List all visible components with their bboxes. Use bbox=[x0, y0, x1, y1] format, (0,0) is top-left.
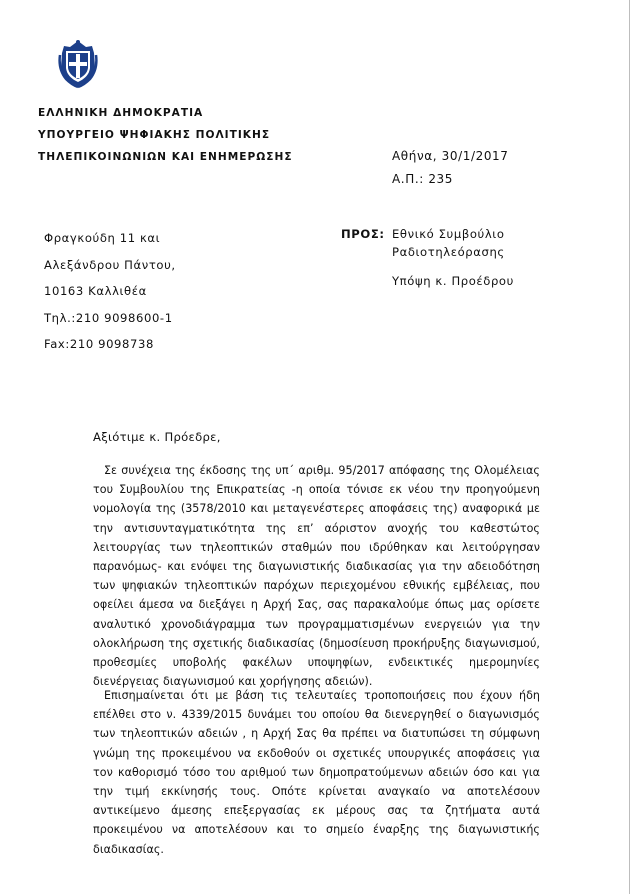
authority-line: ΕΛΛΗΝΙΚΗ ΔΗΜΟΚΡΑΤΙΑ bbox=[38, 107, 204, 119]
recipient-block bbox=[392, 225, 514, 290]
address-line: Αλεξάνδρου Πάντου, bbox=[44, 257, 176, 272]
fax-line: Fax:210 9098738 bbox=[44, 337, 154, 351]
phone-line: Τηλ.:210 9098600-1 bbox=[44, 310, 173, 325]
address-line: Φραγκούδη 11 και bbox=[44, 231, 161, 245]
body-paragraph: Επισημαίνεται ότι με βάση τις τελευταίες τροποποιήσεις που έχουν ήδη επέλθει στο ν. 4339/2015 δυνάμει του οποίου θα διενεργηθεί ο διαγωνισμός των τηλεοπτικών αδειών , η Αρχή Σας θα πρέπει να διατυπώσει τη σύμφωνη γνώμη της προκειμένου να εκδοθούν οι σχετικές υπουργικές αποφάσεις για τον καθορισμό τόσο του αριθμού των δημοπρατούμενων αδειών όσο και για την τιμή εκκίνησής τους. Οπότε κρίνεται αναγκαίο να αποτελέσουν αντικείμενο άμεσης επεξεργασίας εκ μέρους σας τα ζητήματα αυτά προκειμένου να αποτελέσουν και το σημείο έναρξης της διαγωνιστικής διαδικασίας. bbox=[93, 689, 540, 856]
protocol-number: Α.Π.: 235 bbox=[392, 172, 454, 186]
recipient-name: Ραδιοτηλεόρασης bbox=[392, 245, 505, 259]
address-line: 10163 Καλλιθέα bbox=[44, 284, 147, 298]
sender-address bbox=[44, 225, 176, 358]
authority-header bbox=[38, 102, 368, 168]
spacer bbox=[392, 261, 514, 272]
letter-date: Αθήνα, 30/1/2017 bbox=[392, 149, 509, 163]
date-block bbox=[392, 145, 509, 191]
recipient-attention: Υπόψη κ. Προέδρου bbox=[392, 274, 514, 288]
authority-line: ΥΠΟΥΡΓΕΙΟ ΨΗΦΙΑΚΗΣ ΠΟΛΙΤΙΚΗΣ bbox=[38, 129, 271, 141]
greek-coat-of-arms-icon bbox=[57, 39, 99, 89]
recipient-name: Εθνικό Συμβούλιο bbox=[392, 227, 505, 241]
body-paragraph: Σε συνέχεια της έκδοσης της υπ΄ αριθμ. 95/2017 απόφασης της Ολομέλειας του Συμβουλίου της Επικρατείας -η οποία τόνισε εκ νέου την προηγούμενη νομολογία της (3578/2010 και μεταγενέστερες αποφάσεις της) αναφορικά με την αντισυνταγματικότητα της επ’ αόριστον ανοχής του καθεστώτος λειτουργίας των τηλεοπτικών σταθμών που ιδρύθηκαν και λειτούργησαν παρανόμως- και ενόψει της διαγωνιστικής διαδικασίας για την αδειοδότηση των ψηφιακών τηλεοπτικών παρόχων περιεχομένου εθνικής εμβέλειας, που οφείλει άμεσα να διεξάγει η Αρχή Σας, σας παρακαλούμε όπως μας ορίσετε αναλυτικό χρονοδιάγραμμα των προγραμματισμένων ενεργειών για την ολοκλήρωση της σχετικής διαδικασίας (δημοσίευση προκήρυξης διαγωνισμού, προθεσμίες υποβολής φακέλων υποψηφίων, ενδεικτικές ημερομηνίες διενέργειας διαγωνισμού και χορήγησης αδειών). bbox=[93, 464, 540, 689]
authority-line: ΤΗΛΕΠΙΚΟΙΝΩΝΙΩΝ ΚΑΙ ΕΝΗΜΕΡΩΣΗΣ bbox=[38, 151, 293, 163]
to-label: ΠΡΟΣ: bbox=[341, 227, 385, 241]
salutation: Αξιότιμε κ. Πρόεδρε, bbox=[93, 430, 221, 444]
